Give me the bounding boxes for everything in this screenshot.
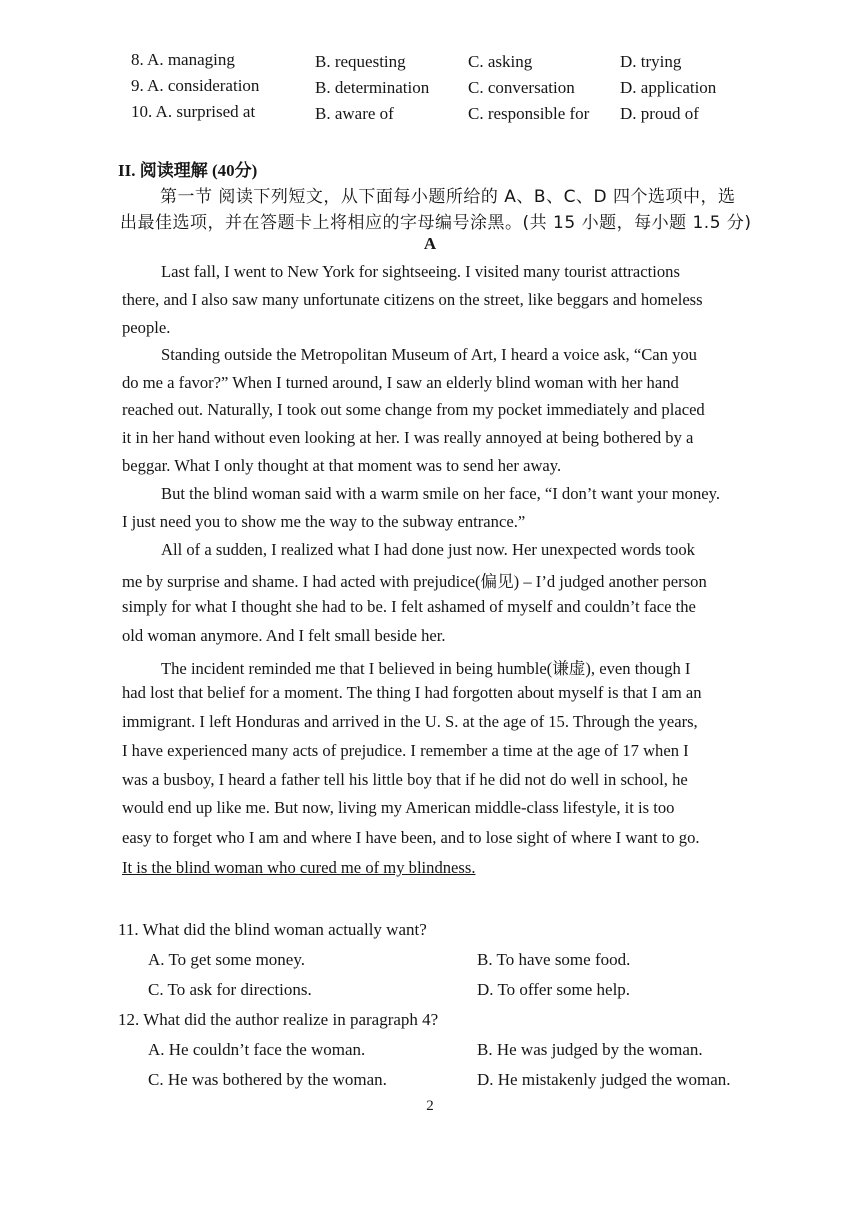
passage-line: I have experienced many acts of prejudice. I remember a time at the age of 17 when I <box>122 741 689 760</box>
question-stem: 11. What did the blind woman actually want? <box>118 920 427 939</box>
option-c: C. asking <box>468 52 533 71</box>
passage-line: it in her hand without even looking at her. I was really annoyed at being bothered by a <box>122 428 694 447</box>
option-c: C. responsible for <box>468 104 590 123</box>
passage-line: me by surprise and shame. I had acted with prejudice(偏见) – I’d judged another person <box>122 572 707 591</box>
choice-a: A. To get some money. <box>148 950 305 969</box>
option-c: C. conversation <box>468 78 575 97</box>
passage-line: do me a favor?” When I turned around, I saw an elderly blind woman with her hand <box>122 373 679 392</box>
question-stem: 12. What did the author realize in paragraph 4? <box>118 1010 439 1029</box>
instruction-line-1: 第一节 阅读下列短文，从下面每小题所给的 A、B、C、D 四个选项中，选 <box>160 187 736 207</box>
passage-line: All of a sudden, I realized what I had done just now. Her unexpected words took <box>161 540 695 559</box>
instruction-line-2: 出最佳选项，并在答题卡上将相应的字母编号涂黑。(共 15 小题，每小题 1.5 分) <box>120 213 752 233</box>
choice-c: C. To ask for directions. <box>148 980 312 999</box>
choice-c: C. He was bothered by the woman. <box>148 1070 387 1089</box>
section-heading: II. 阅读理解 (40分) <box>118 161 258 180</box>
option-a: 10. A. surprised at <box>131 102 256 121</box>
option-d: D. trying <box>620 52 682 71</box>
passage-line: old woman anymore. And I felt small beside her. <box>122 626 446 645</box>
passage-line: easy to forget who I am and where I have been, and to lose sight of where I want to go. <box>122 828 700 847</box>
choice-b: B. To have some food. <box>477 950 631 969</box>
passage-line: was a busboy, I heard a father tell his little boy that if he did not do well in school, he <box>122 770 688 789</box>
choice-d: D. To offer some help. <box>477 980 631 999</box>
passage-line: immigrant. I left Honduras and arrived in the U. S. at the age of 15. Through the years, <box>122 712 698 731</box>
passage-line: beggar. What I only thought at that moment was to send her away. <box>122 456 562 475</box>
passage-line: reached out. Naturally, I took out some change from my pocket immediately and placed <box>122 400 705 419</box>
option-d: D. application <box>620 78 717 97</box>
option-a: 8. A. managing <box>131 50 235 69</box>
page-number: 2 <box>426 1098 434 1114</box>
option-b: B. aware of <box>315 104 394 123</box>
option-a: 9. A. consideration <box>131 76 260 95</box>
option-b: B. requesting <box>315 52 406 71</box>
choice-d: D. He mistakenly judged the woman. <box>477 1070 731 1089</box>
choice-b: B. He was judged by the woman. <box>477 1040 703 1059</box>
option-d: D. proud of <box>620 104 699 123</box>
passage-line: Standing outside the Metropolitan Museum of Art, I heard a voice ask, “Can you <box>161 345 697 364</box>
underlined-sentence: It is the blind woman who cured me of my blindness. <box>122 858 476 877</box>
passage-line: simply for what I thought she had to be. I felt ashamed of myself and couldn’t face the <box>122 597 696 616</box>
passage-label: A <box>423 234 437 253</box>
passage-line: would end up like me. But now, living my American middle-class lifestyle, it is too <box>122 798 675 817</box>
passage-line: Last fall, I went to New York for sightseeing. I visited many tourist attractions <box>161 262 680 281</box>
passage-line: The incident reminded me that I believed in being humble(谦虚), even though I <box>161 659 691 678</box>
passage-line: there, and I also saw many unfortunate citizens on the street, like beggars and homeless <box>122 290 703 309</box>
passage-line: I just need you to show me the way to the subway entrance.” <box>122 512 526 531</box>
passage-line: But the blind woman said with a warm smile on her face, “I don’t want your money. <box>161 484 720 503</box>
option-b: B. determination <box>315 78 430 97</box>
passage-line: people. <box>122 318 171 337</box>
choice-a: A. He couldn’t face the woman. <box>148 1040 366 1059</box>
passage-line: had lost that belief for a moment. The thing I had forgotten about myself is that I am an <box>122 683 702 702</box>
